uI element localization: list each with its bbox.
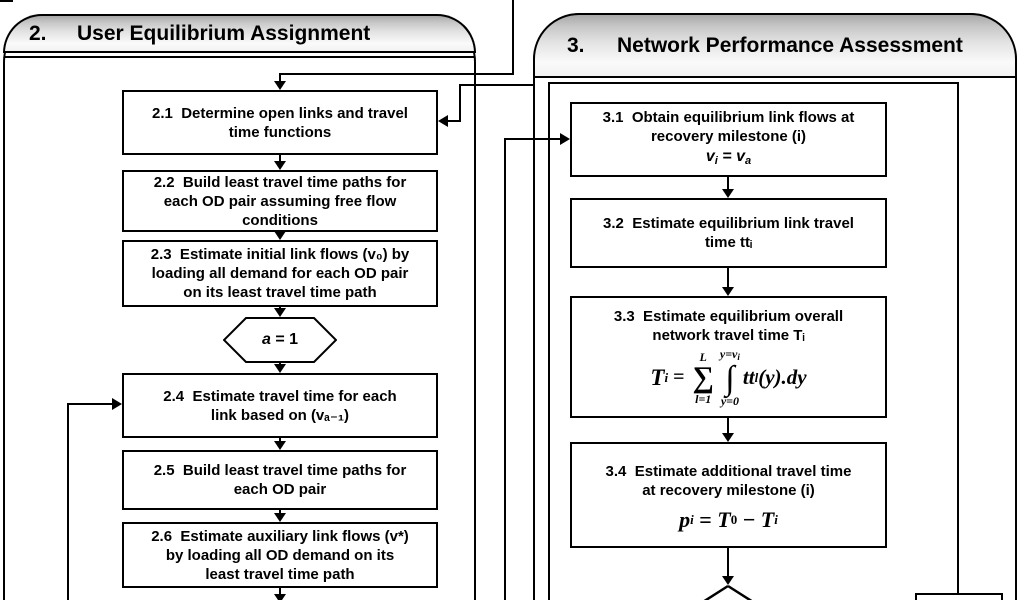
box-text-line: each OD pair <box>233 481 327 498</box>
box-text-line: 2.3 Estimate initial link flows (v₀) by <box>150 246 410 263</box>
arrow-3-4-to-diamond-head <box>722 576 734 585</box>
box-text-line: 2.2 Build least travel time paths for <box>153 173 407 191</box>
connector-iteration-horizontal <box>67 403 112 405</box>
connector-to-3-1-vertical <box>504 138 506 600</box>
box-text-line: conditions <box>242 211 318 229</box>
decision-diamond-partial <box>668 584 788 600</box>
box-3-1 <box>570 102 887 177</box>
connector-top-vertical <box>512 0 514 74</box>
formula-vi-equals-va: vi = va <box>705 148 752 167</box>
arrow-2-2-to-2-3-head <box>274 231 286 240</box>
formula-network-travel-time: T i = L ∑ l=1 y=vi ∫ y=0 tt l (y).dy <box>650 347 807 408</box>
connector-loopback-horizontal <box>459 84 535 86</box>
connector-iteration-vertical <box>67 403 69 600</box>
formula-additional-travel-time: p i = T 0 − T i <box>679 506 778 532</box>
sigma-symbol: ∑ <box>692 360 714 394</box>
box-text-line: 3.4 Estimate additional travel time <box>605 462 852 480</box>
arrow-3-2-to-3-3-head <box>722 287 734 296</box>
box-2-3 <box>122 240 438 307</box>
summation: L ∑ l=1 <box>692 349 714 406</box>
box-3-3 <box>570 296 887 418</box>
arrow-3-4-to-diamond-line <box>727 548 729 578</box>
connector-top-horizontal <box>279 73 514 75</box>
box-text-line: 2.5 Build least travel time paths for <box>153 462 407 479</box>
arrow-3-3-to-3-4-head <box>722 433 734 442</box>
box-text-line: network travel time Tᵢ <box>652 327 805 344</box>
box-text-line: least travel time path <box>205 565 355 583</box>
panel1-border-fragment <box>0 0 13 2</box>
connector-loopback-stub <box>448 120 460 122</box>
arrow-2-3-to-hex-head <box>274 308 286 317</box>
box-text-line: by loading all OD demand on its <box>165 546 395 564</box>
hexagon-variable: a <box>261 331 271 348</box>
box-text-line: 3.1 Obtain equilibrium link flows at <box>602 109 855 126</box>
box-2-6 <box>122 522 438 588</box>
arrow-3-2-to-3-3-line <box>727 268 729 289</box>
box-text-line: 2.6 Estimate auxiliary link flows (v*) <box>151 527 409 545</box>
arrowhead-into-2-1-right <box>438 115 448 127</box>
box-text-line: 3.2 Estimate equilibrium link travel <box>603 215 854 232</box>
hexagon-label <box>223 317 337 363</box>
connector-loopback-vertical <box>459 84 461 122</box>
arrow-2-6-down-head <box>274 594 286 600</box>
arrow-3-1-to-3-2-head <box>722 189 734 198</box>
box-3-4 <box>570 442 887 548</box>
box-2-2 <box>122 170 438 232</box>
box-text-line: time ttᵢ <box>704 234 753 251</box>
hexagon-a-equals-1 <box>223 317 337 363</box>
panel-user-equilibrium-header <box>3 14 476 53</box>
integral-symbol: ∫ <box>725 360 735 397</box>
arrow-2-1-to-2-2-head <box>274 161 286 170</box>
arrow-2-5-to-2-6-head <box>274 513 286 522</box>
box-text-line: 3.3 Estimate equilibrium overall <box>613 308 844 325</box>
box-text-line: recovery milestone (i) <box>650 128 807 145</box>
arrowhead-into-2-1-top <box>274 81 286 90</box>
box-text-line: on its least travel time path <box>183 284 377 301</box>
box-text-line: 2.1 Determine open links and travel <box>152 104 408 122</box>
box-2-4 <box>122 373 438 438</box>
panel3-number: 3. <box>567 33 585 57</box>
panel3-title: Network Performance Assessment <box>617 33 963 57</box>
box-3-2 <box>570 198 887 268</box>
arrowhead-into-2-4-left <box>112 398 122 410</box>
panel2-number: 2. <box>29 21 47 45</box>
box-2-5 <box>122 450 438 510</box>
panel2-header-double-line <box>5 56 474 58</box>
box-text-line: time functions <box>228 123 332 141</box>
connector-to-3-1-horizontal <box>504 138 560 140</box>
box-bottom-right-partial <box>915 593 1003 600</box>
box-text-line: link based on (vₐ₋₁) <box>210 406 350 424</box>
arrow-hex-to-2-4-head <box>274 364 286 373</box>
integral: y=vi ∫ y=0 <box>719 347 740 408</box>
box-text-line: at recovery milestone (i) <box>642 481 815 499</box>
box-2-1 <box>122 90 438 155</box>
box-text-line: 2.4 Estimate travel time for each <box>163 387 397 405</box>
box-text-line: each OD pair assuming free flow <box>163 192 397 210</box>
arrow-2-4-to-2-5-head <box>274 441 286 450</box>
hexagon-rest: = 1 <box>270 331 299 348</box>
arrowhead-into-3-1-left <box>560 133 570 145</box>
panel-network-performance-header <box>533 13 1017 78</box>
panel2-title: User Equilibrium Assignment <box>77 21 371 45</box>
box-text-line: loading all demand for each OD pair <box>151 265 409 282</box>
